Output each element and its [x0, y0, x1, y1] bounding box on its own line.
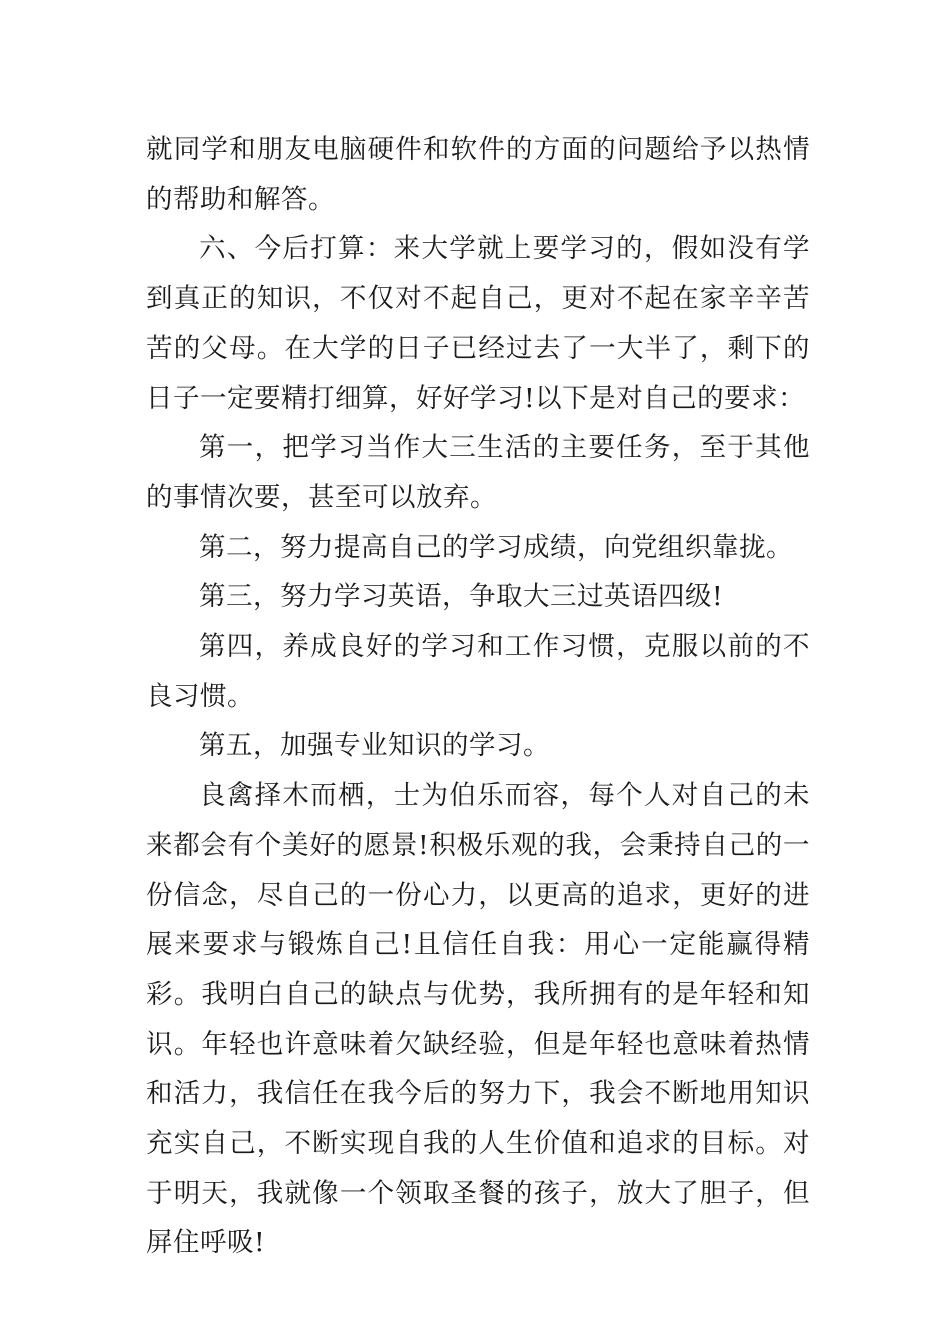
paragraph-goal-5: 第五，加强专业知识的学习。	[199, 730, 550, 762]
paragraph-goal-4: 第四，养成良好的学习和工作习惯，克服以前的不良习惯。	[146, 631, 810, 712]
paragraph-goal-1: 第一，把学习当作大三生活的主要任务，至于其他的事情次要，甚至可以放弃。	[146, 432, 810, 513]
paragraph-continuation: 就同学和朋友电脑硬件和软件的方面的问题给予以热情的帮助和解答。	[146, 134, 810, 215]
paragraph-goal-2: 第二，努力提高自己的学习成绩，向党组织靠拢。	[199, 531, 793, 563]
paragraph-future-plans: 六、今后打算：来大学就上要学习的，假如没有学到真正的知识，不仅对不起自己，更对不起在家辛辛苦苦的父母。在大学的日子已经过去了一大半了，剩下的日子一定要精打细算，好好学习!以下是对自己的要求：	[146, 233, 810, 414]
paragraph-conclusion: 良禽择木而栖，士为伯乐而容，每个人对自己的未来都会有个美好的愿景!积极乐观的我，会秉持自己的一份信念，尽自己的一份心力，以更高的追求，更好的进展来要求与锻炼自己!且信任自我：用心一定能赢得精彩。我明白自己的缺点与优势，我所拥有的是年轻和知识。年轻也许意味着欠缺经验，但是年轻也意味着热情和活力，我信任在我今后的努力下，我会不断地用知识充实自己，不断实现自我的人生价值和追求的目标。对于明天，我就像一个领取圣餐的孩子，放大了胆子，但屏住呼吸!	[146, 780, 810, 1259]
document-body	[146, 125, 810, 1268]
paragraph-goal-3: 第三，努力学习英语，争取大三过英语四级!	[199, 581, 724, 613]
